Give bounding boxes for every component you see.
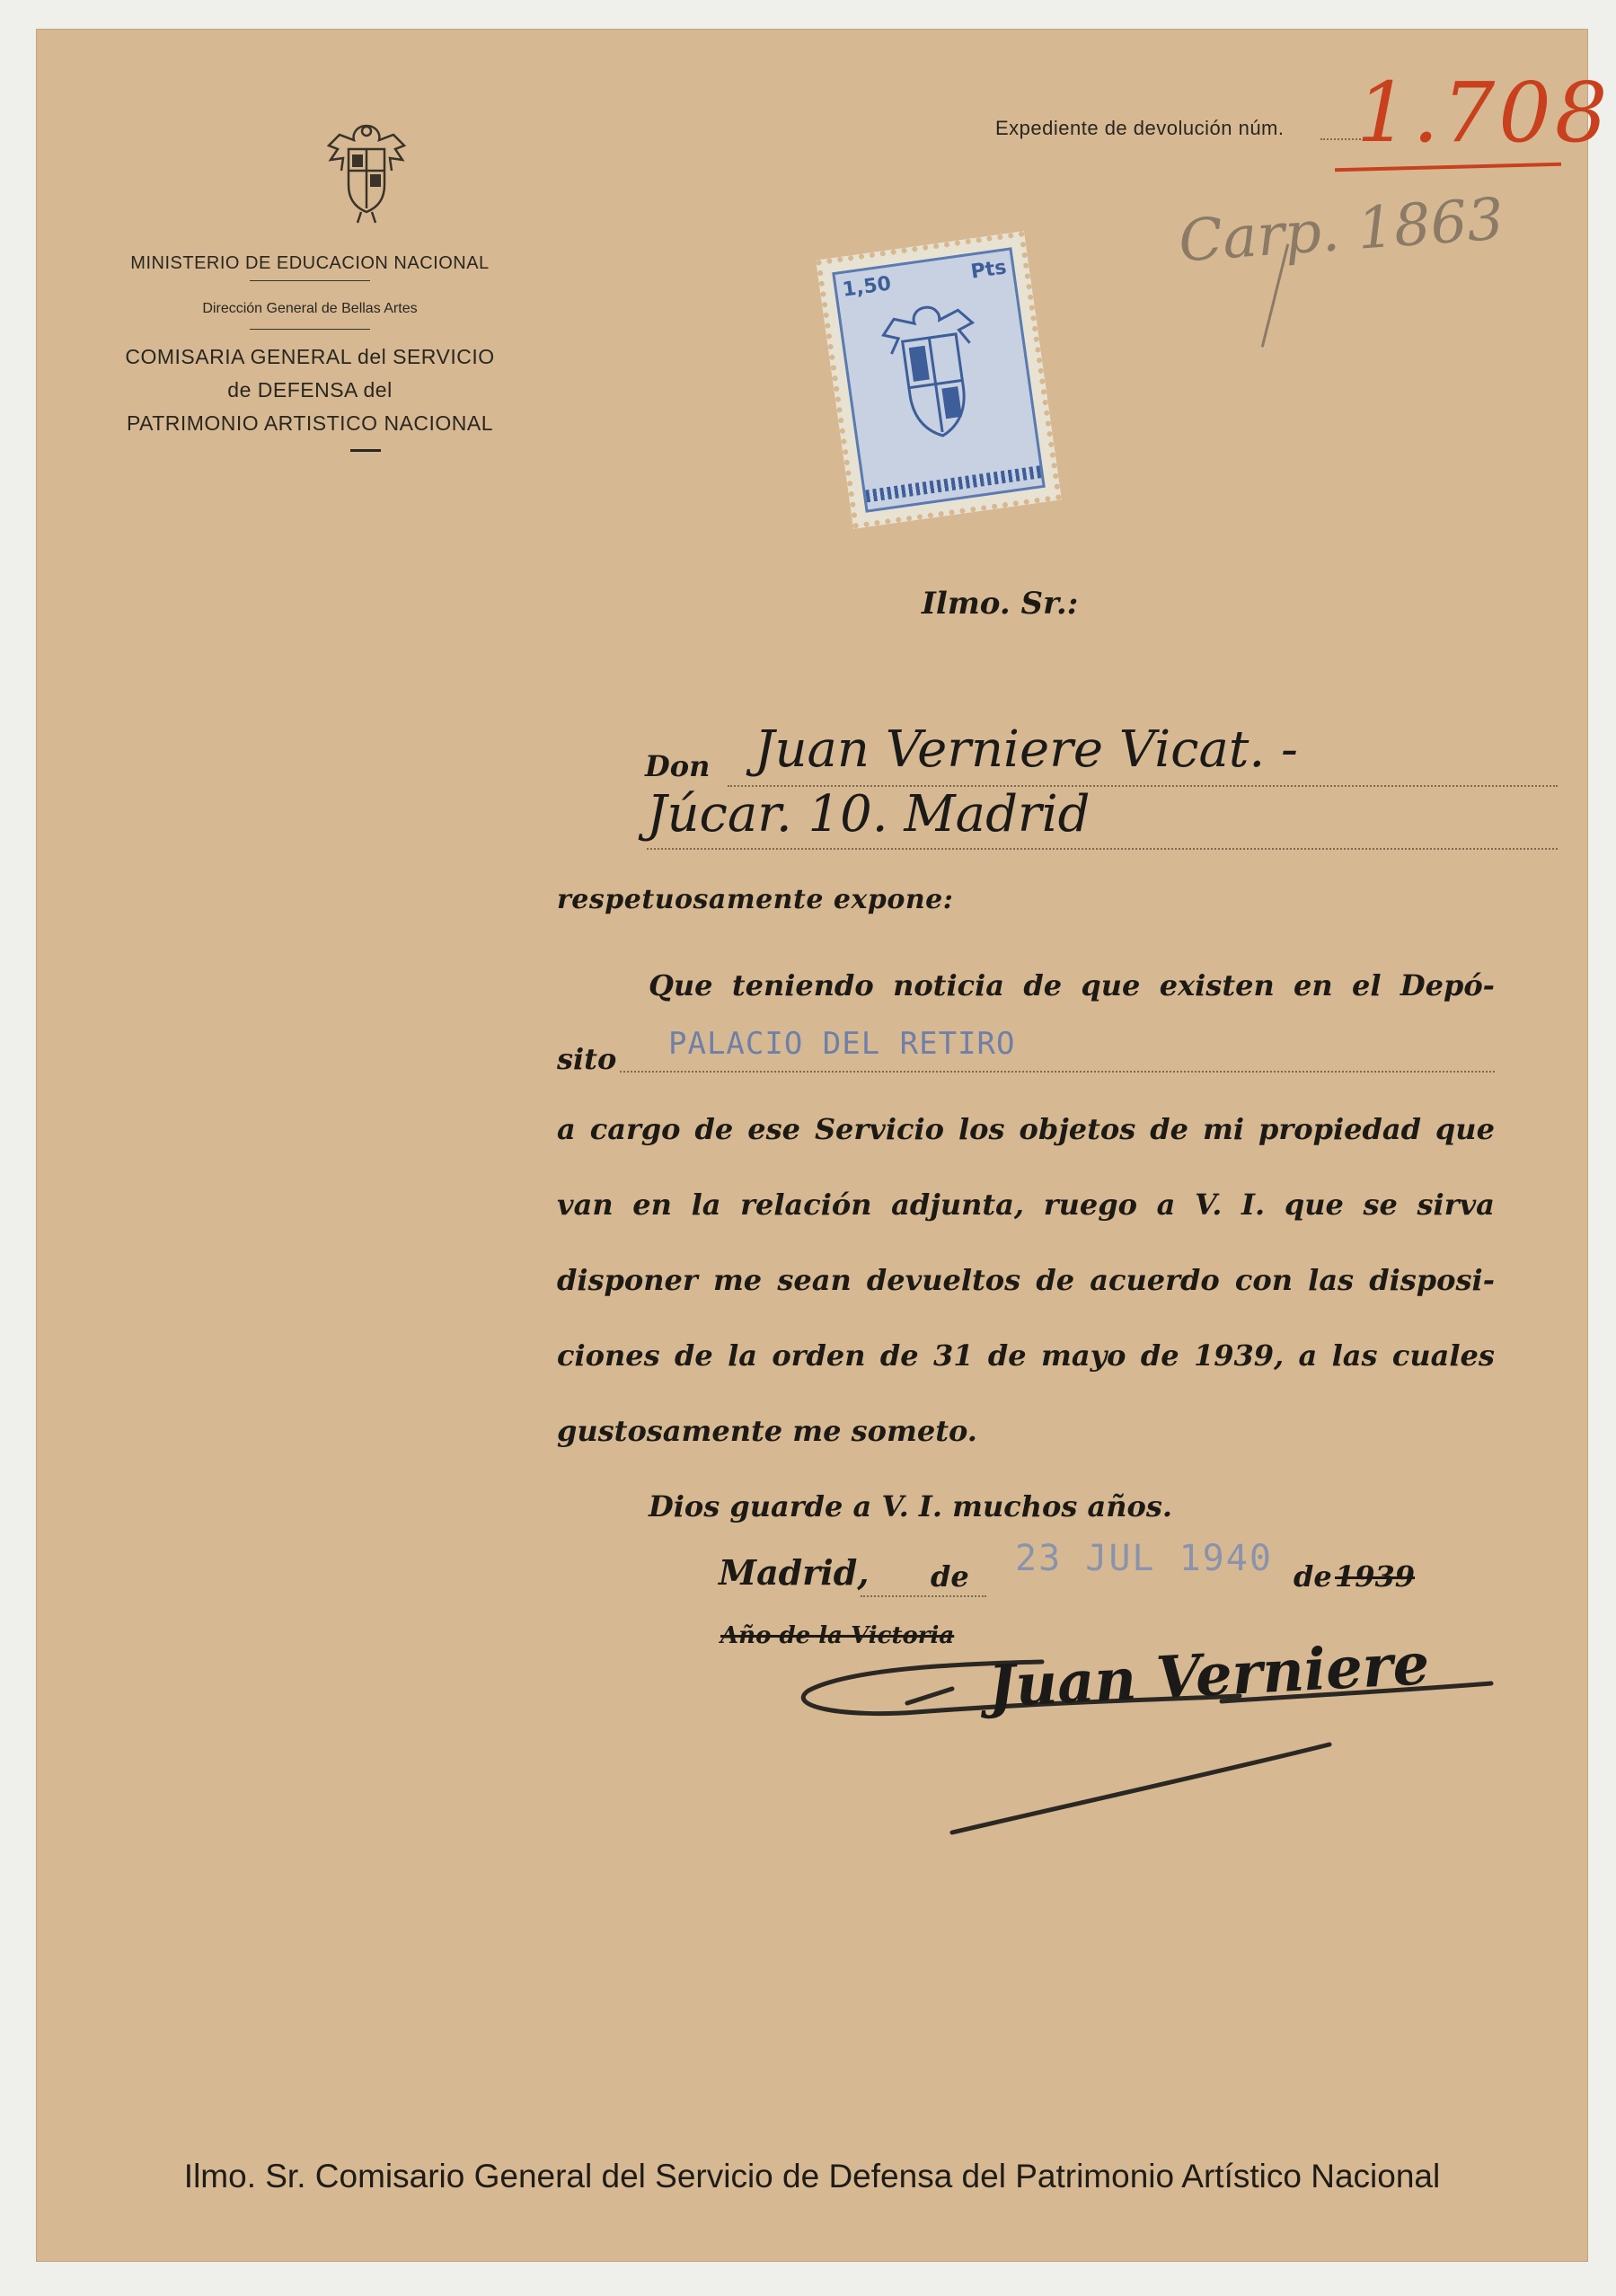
letterhead-commission-line2: de DEFENSA del bbox=[227, 378, 393, 402]
footer-addressee: Ilmo. Sr. Comisario General del Servicio de Defensa del Patrimonio Artístico Nacional bbox=[183, 2158, 1441, 2194]
document-page bbox=[36, 29, 1612, 2262]
tax-stamp-value: 1,50 bbox=[841, 272, 893, 302]
body-line: disponer me sean devueltos de acuerdo con las disposi- bbox=[557, 1263, 1495, 1297]
divider bbox=[250, 280, 370, 281]
body-last-line: gustosamente me someto. bbox=[557, 1414, 977, 1448]
date-de: de bbox=[931, 1559, 969, 1594]
tax-stamp-currency: Pts bbox=[969, 256, 1009, 284]
body-intro: respetuosamente expone: bbox=[557, 884, 954, 915]
file-number: 1.708 bbox=[1356, 65, 1612, 161]
applicant-address: Júcar. 10. Madrid bbox=[647, 785, 1091, 843]
closing-formula: Dios guarde a V. I. muchos años. bbox=[649, 1489, 1173, 1523]
letterhead-ministry: MINISTERIO DE EDUCACION NACIONAL bbox=[130, 253, 490, 273]
letterhead-commission-line3: PATRIMONIO ARTISTICO NACIONAL bbox=[126, 411, 494, 435]
letterhead-direction: Dirección General de Bellas Artes bbox=[202, 301, 418, 316]
body-line: ciones de la orden de 31 de mayo de 1939, a las cuales bbox=[557, 1338, 1495, 1373]
dotted-line bbox=[620, 1071, 1495, 1073]
body-line: van en la relación adjunta, ruego a V. I. que se sirva bbox=[557, 1188, 1495, 1222]
body-line: a cargo de ese Servicio los objetos de mi propiedad que bbox=[557, 1112, 1495, 1146]
deposit-stamp: PALACIO DEL RETIRO bbox=[668, 1026, 1016, 1062]
date-city: Madrid, bbox=[719, 1552, 870, 1593]
deposit-prefix: sito bbox=[557, 1042, 617, 1076]
date-de: de bbox=[1294, 1559, 1332, 1594]
date-year-struck: 1939 bbox=[1335, 1559, 1416, 1594]
dotted-line bbox=[647, 848, 1558, 850]
stamp-border-pattern bbox=[865, 465, 1041, 502]
divider bbox=[350, 449, 381, 452]
date-era-struck: Año de la Victoria bbox=[720, 1622, 955, 1649]
stamp-coat-of-arms-icon bbox=[870, 291, 1000, 466]
date-stamp: 23 JUL 1940 bbox=[1015, 1538, 1273, 1579]
tax-stamp bbox=[816, 231, 1062, 529]
salutation: Ilmo. Sr.: bbox=[922, 586, 1079, 622]
applicant-name: Juan Verniere Vicat. - bbox=[755, 720, 1298, 779]
letterhead-commission-line1: COMISARIA GENERAL del SERVICIO bbox=[125, 345, 495, 368]
dotted-line bbox=[861, 1595, 986, 1597]
divider bbox=[250, 329, 370, 330]
coat-of-arms-icon bbox=[322, 119, 411, 226]
file-number-underline bbox=[1335, 163, 1561, 172]
file-label: Expediente de devolución núm. bbox=[995, 117, 1285, 139]
body-line: Que teniendo noticia de que existen en el Depó- bbox=[649, 968, 1495, 1002]
applicant-prefix: Don bbox=[645, 749, 711, 783]
folder-note: Carp. 1863 bbox=[1176, 186, 1506, 276]
signature: Juan Verniere bbox=[986, 1630, 1431, 1721]
